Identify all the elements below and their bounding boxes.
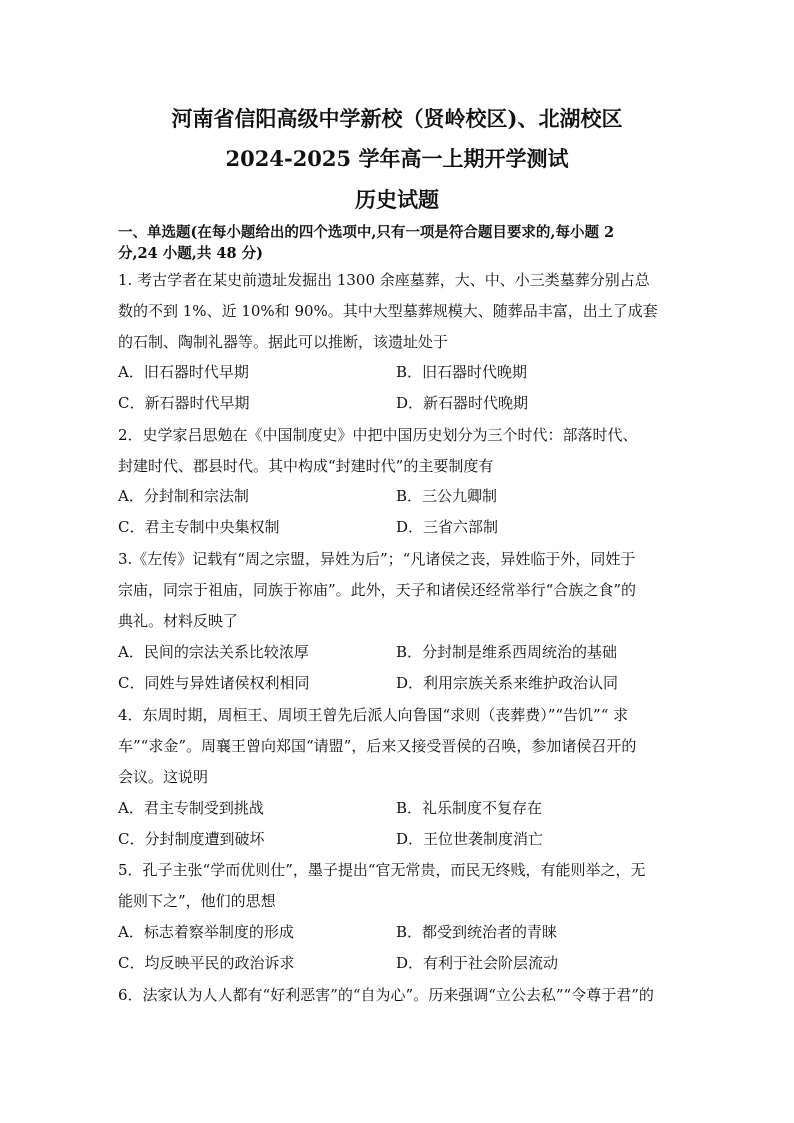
question-line: 会议。这说明 [118, 768, 209, 786]
option-b: B．三公九卿制 [396, 487, 498, 505]
question-line: 车”“求金”。周襄王曾向郑国“请盟”，后来又接受晋侯的召唤，参加诸侯召开的 [118, 737, 637, 755]
option-c: C．君主专制中央集权制 [118, 518, 280, 536]
question-line: 能则下之”，他们的思想 [118, 892, 276, 910]
option-d: D．新石器时代晚期 [396, 394, 529, 412]
section-heading-line: 一、单选题(在每小题给出的四个选项中,只有一项是符合题目要求的,每小题 2 [118, 224, 615, 241]
option-d: D．王位世袭制度消亡 [396, 830, 544, 848]
option-a: A．君主专制受到挑战 [118, 799, 264, 817]
question-2-options [118, 481, 688, 543]
option-c: C．新石器时代早期 [118, 394, 250, 412]
section-heading-line: 分,24 小题,共 48 分) [118, 245, 263, 262]
option-a: A．分封制和宗法制 [118, 487, 249, 505]
question-5-options [118, 917, 688, 979]
question-line: 封建时代、郡县时代。其中构成“封建时代”的主要制度有 [118, 457, 494, 475]
question-line: 4．东周时期，周桓王、周顷王曾先后派人向鲁国“求则（丧葬费）”“告饥”“ 求 [118, 706, 629, 724]
option-d: D．利用宗族关系来维护政治认同 [396, 674, 619, 692]
option-b: B．礼乐制度不复存在 [396, 799, 543, 817]
paper-title-school: 河南省信阳高级中学新校（贤岭校区)、北湖校区 [171, 106, 623, 131]
paper-title-exam: 2024-2025 学年高一上期开学测试 [225, 146, 569, 171]
question-line: 宗庙，同宗于祖庙，同族于祢庙”。此外，天子和诸侯还经常举行“合族之食”的 [118, 581, 637, 599]
option-c: C．分封制度遭到破坏 [118, 830, 265, 848]
option-c: C．同姓与异姓诸侯权利相同 [118, 674, 310, 692]
question-4-options [118, 793, 688, 855]
question-line: 2．史学家吕思勉在《中国制度史》中把中国历史划分为三个时代：部落时代、 [118, 426, 638, 444]
option-b: B．分封制是维系西周统治的基础 [396, 643, 618, 661]
option-c: C．均反映平民的政治诉求 [118, 954, 295, 972]
question-1-stem [118, 265, 688, 358]
option-b: B．都受到统治者的青睐 [396, 923, 558, 941]
question-line: 数的不到 1%、近 10%和 90%。其中大型墓葬规模大、随葬品丰富，出土了成套 [118, 302, 658, 320]
question-line: 1. 考古学者在某史前遗址发掘出 1300 余座墓葬，大、中、小三类墓葬分别占总 [118, 271, 650, 289]
option-d: D．有利于社会阶层流动 [396, 954, 559, 972]
question-1-options [118, 357, 688, 419]
question-3-options [118, 637, 688, 699]
option-d: D．三省六部制 [396, 518, 499, 536]
question-5-stem [118, 855, 688, 917]
question-line: 的石制、陶制礼器等。据此可以推断，该遗址处于 [118, 333, 449, 351]
question-3-stem [118, 544, 688, 637]
question-6-stem [118, 980, 688, 1011]
question-line: 5．孔子主张“学而优则仕”，墨子提出“官无常贵，而民无终贱，有能则举之，无 [118, 861, 646, 879]
option-b: B．旧石器时代晚期 [396, 363, 528, 381]
question-4-stem [118, 700, 688, 793]
section-heading [118, 222, 678, 264]
option-a: A．标志着察举制度的形成 [118, 923, 294, 941]
question-2-stem [118, 420, 688, 482]
paper-title-subject: 历史试题 [355, 187, 439, 212]
question-line: 6．法家认为人人都有“好利恶害”的“自为心”。历来强调“立公去私”“令尊于君”的 [118, 986, 654, 1004]
option-a: A．旧石器时代早期 [118, 363, 249, 381]
question-line: 典礼。材料反映了 [118, 612, 239, 630]
option-a: A．民间的宗法关系比较浓厚 [118, 643, 309, 661]
question-line: 3.《左传》记载有“周之宗盟，异姓为后”；“凡诸侯之丧，异姓临于外，同姓于 [118, 550, 636, 568]
